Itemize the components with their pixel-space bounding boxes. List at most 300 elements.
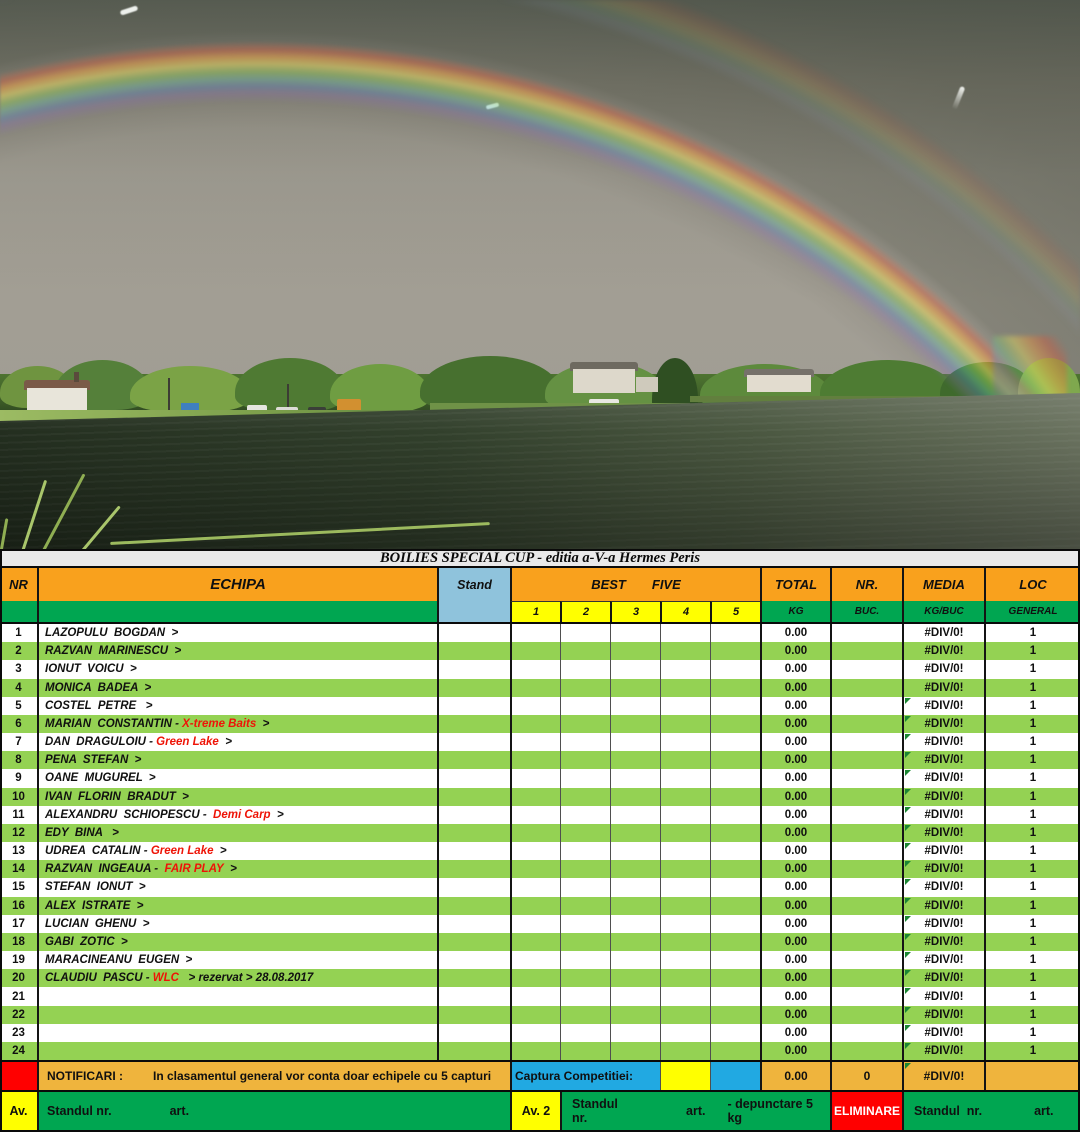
- table-row: [0, 769, 1080, 787]
- best-cell: [660, 951, 710, 969]
- media-cell: #DIV/0!: [902, 715, 984, 733]
- captura-blue-cell: [710, 1062, 760, 1090]
- best-cell: [660, 1006, 710, 1024]
- best-cell: [560, 788, 610, 806]
- media-cell: #DIV/0!: [902, 878, 984, 896]
- team-name: LAZOPULU BOGDAN >: [45, 627, 179, 640]
- art3-label: art.: [1034, 1104, 1054, 1118]
- buc-cell: [830, 751, 902, 769]
- total-cell: 0.00: [760, 933, 830, 951]
- loc-cell: 1: [984, 969, 1080, 987]
- page-title: BOILIES SPECIAL CUP - editia a-V-a Hermes Peris: [0, 549, 1080, 568]
- best-cell: [510, 769, 560, 787]
- best-cell: [710, 733, 760, 751]
- buc-cell: [830, 624, 902, 642]
- best-cell: [660, 897, 710, 915]
- stand-cell: [437, 769, 510, 787]
- best-cell: [610, 733, 660, 751]
- stand-cell: [437, 697, 510, 715]
- total-cell: 0.00: [760, 751, 830, 769]
- row-nr: 24: [12, 1045, 25, 1058]
- best-cell: [710, 933, 760, 951]
- av1-cell: Av.: [0, 1092, 37, 1130]
- best-cell: [610, 842, 660, 860]
- media-cell: #DIV/0!: [902, 788, 984, 806]
- best-cell: [560, 842, 610, 860]
- buc-cell: [830, 660, 902, 678]
- team-cell: [37, 987, 437, 1005]
- total-cell: 0.00: [760, 697, 830, 715]
- loc-cell: 1: [984, 697, 1080, 715]
- best-cell: [560, 897, 610, 915]
- header-kg: KG: [760, 601, 830, 622]
- team-name: MARACINEANU EUGEN >: [45, 954, 193, 967]
- error-triangle: [905, 916, 911, 922]
- table-row: [0, 842, 1080, 860]
- best-cell: [560, 824, 610, 842]
- stand-cell: [437, 660, 510, 678]
- notificari-cell: [37, 1062, 510, 1090]
- best-cell: [610, 642, 660, 660]
- best-cell: [560, 769, 610, 787]
- table-row: [0, 969, 1080, 987]
- error-triangle: [905, 898, 911, 904]
- best-cell: [510, 660, 560, 678]
- media-cell: #DIV/0!: [902, 679, 984, 697]
- best-cell: [560, 806, 610, 824]
- row-nr: 3: [15, 663, 22, 676]
- table-row: [0, 679, 1080, 697]
- buc-cell: [830, 933, 902, 951]
- buc-cell: [830, 878, 902, 896]
- team-name-suffix: >: [256, 717, 270, 730]
- team-name-suffix: >: [270, 808, 284, 821]
- stand-cell: [437, 788, 510, 806]
- loc-cell: 1: [984, 769, 1080, 787]
- team-cell: [37, 1006, 437, 1024]
- error-triangle: [905, 988, 911, 994]
- team-cell: [37, 842, 437, 860]
- best-cell: [660, 860, 710, 878]
- buc-cell: [830, 697, 902, 715]
- best-cell: [660, 624, 710, 642]
- best-cell: [610, 624, 660, 642]
- table-row: [0, 897, 1080, 915]
- team-cell: [37, 969, 437, 987]
- total-cell: 0.00: [760, 824, 830, 842]
- best-cell: [510, 788, 560, 806]
- stand2-label: Standul nr.: [572, 1097, 618, 1125]
- table-row: [0, 660, 1080, 678]
- stand-cell: [437, 933, 510, 951]
- best-cell: [510, 878, 560, 896]
- best-cell: [560, 915, 610, 933]
- row-nr: 7: [15, 736, 22, 749]
- error-triangle: [905, 879, 911, 885]
- loc-cell: 1: [984, 915, 1080, 933]
- stand-cell: [437, 642, 510, 660]
- best-cell: [610, 679, 660, 697]
- row-nr: 9: [15, 772, 22, 785]
- best-cell: [560, 733, 610, 751]
- best-cell: [660, 842, 710, 860]
- best-cell: [560, 642, 610, 660]
- table-row: [0, 806, 1080, 824]
- total-cell: 0.00: [760, 1024, 830, 1042]
- team-cell: [37, 715, 437, 733]
- best-cell: [710, 915, 760, 933]
- captura-label-cell: Captura Competitiei:: [510, 1062, 660, 1090]
- best-cell: [710, 751, 760, 769]
- best-cell: [660, 733, 710, 751]
- table-row: [0, 951, 1080, 969]
- best-cell: [610, 788, 660, 806]
- best-cell: [660, 788, 710, 806]
- loc-cell: 1: [984, 933, 1080, 951]
- best-cell: [610, 715, 660, 733]
- buc-cell: [830, 951, 902, 969]
- row-nr: 8: [15, 754, 22, 767]
- stand1-label: Standul nr.: [47, 1104, 112, 1118]
- best-cell: [660, 969, 710, 987]
- error-triangle: [905, 1007, 911, 1013]
- error-triangle: [905, 734, 911, 740]
- footer-right-cell: [902, 1092, 1080, 1130]
- error-triangle: [905, 752, 911, 758]
- table-row: [0, 733, 1080, 751]
- best-cell: [610, 1006, 660, 1024]
- loc-cell: 1: [984, 1024, 1080, 1042]
- buc-cell: [830, 679, 902, 697]
- total-cell: 0.00: [760, 951, 830, 969]
- media-cell: #DIV/0!: [902, 733, 984, 751]
- stand-cell: [437, 1024, 510, 1042]
- best-cell: [660, 987, 710, 1005]
- total-cell: 0.00: [760, 715, 830, 733]
- stand-cell: [437, 951, 510, 969]
- best-cell: [560, 951, 610, 969]
- rainbow-lake-photo: [0, 0, 1080, 549]
- best-cell: [710, 624, 760, 642]
- loc-cell: 1: [984, 824, 1080, 842]
- stand-cell: [437, 715, 510, 733]
- best-cell: [660, 1042, 710, 1060]
- total-cell: 0.00: [760, 806, 830, 824]
- team-name: RAZVAN INGEAUA -: [45, 863, 165, 876]
- header-best-5: 5: [710, 601, 760, 622]
- loc-cell: 1: [984, 1042, 1080, 1060]
- media-cell: #DIV/0!: [902, 751, 984, 769]
- footer-mid-cell: [560, 1092, 830, 1130]
- team-name-suffix: >: [223, 863, 237, 876]
- team-cell: [37, 897, 437, 915]
- team-cell: [37, 679, 437, 697]
- header2-nr-blank: [0, 601, 37, 622]
- table-row: [0, 788, 1080, 806]
- best-cell: [560, 878, 610, 896]
- table-row: [0, 824, 1080, 842]
- best-cell: [660, 915, 710, 933]
- team-cell: [37, 642, 437, 660]
- best-cell: [560, 660, 610, 678]
- best-cell: [510, 951, 560, 969]
- media-cell: #DIV/0!: [902, 933, 984, 951]
- best-cell: [510, 842, 560, 860]
- header-nr: NR: [0, 568, 37, 601]
- team-name: COSTEL PETRE >: [45, 699, 153, 712]
- row-nr: 14: [12, 863, 25, 876]
- best-cell: [610, 806, 660, 824]
- best-cell: [660, 878, 710, 896]
- footer-left-cell: [37, 1092, 510, 1130]
- header-buc: BUC.: [830, 601, 902, 622]
- loc-cell: 1: [984, 715, 1080, 733]
- art1-label: art.: [169, 1104, 190, 1118]
- buc-cell: [830, 788, 902, 806]
- team-cell: [37, 733, 437, 751]
- art2-label: art.: [686, 1104, 706, 1118]
- team-cell: [37, 951, 437, 969]
- team-cell: [37, 860, 437, 878]
- row-nr: 12: [12, 826, 25, 839]
- row-nr: 6: [15, 717, 22, 730]
- best-cell: [610, 878, 660, 896]
- best-cell: [710, 679, 760, 697]
- table-row: [0, 1006, 1080, 1024]
- stand-cell: [437, 860, 510, 878]
- best-cell: [510, 1042, 560, 1060]
- team-cell: [37, 660, 437, 678]
- team-name: ALEX ISTRATE >: [45, 899, 144, 912]
- total-cell: 0.00: [760, 1042, 830, 1060]
- header-loc: LOC: [984, 568, 1080, 601]
- best-cell: [560, 715, 610, 733]
- row-nr: 2: [15, 645, 22, 658]
- buc-cell: [830, 842, 902, 860]
- captura-loc-cell: [984, 1062, 1080, 1090]
- header-best-word: BEST: [591, 577, 626, 592]
- table-row: [0, 933, 1080, 951]
- buc-cell: [830, 915, 902, 933]
- buc-cell: [830, 1024, 902, 1042]
- error-triangle: [905, 1043, 911, 1049]
- buc-cell: [830, 1006, 902, 1024]
- table-row: [0, 878, 1080, 896]
- team-sponsor: X-treme Baits: [182, 717, 257, 730]
- best-cell: [710, 878, 760, 896]
- stand3-label: Standul nr.: [914, 1104, 983, 1118]
- best-cell: [560, 697, 610, 715]
- loc-cell: 1: [984, 842, 1080, 860]
- standings-rows: [0, 624, 1080, 1060]
- buc-cell: [830, 806, 902, 824]
- best-cell: [610, 1042, 660, 1060]
- captura-total-cell: 0.00: [760, 1062, 830, 1090]
- best-cell: [610, 951, 660, 969]
- best-cell: [560, 1024, 610, 1042]
- buc-cell: [830, 715, 902, 733]
- best-cell: [510, 897, 560, 915]
- error-triangle: [905, 952, 911, 958]
- stand-cell: [437, 969, 510, 987]
- stand-cell: [437, 733, 510, 751]
- best-cell: [510, 806, 560, 824]
- team-cell: [37, 806, 437, 824]
- best-cell: [510, 969, 560, 987]
- media-cell: #DIV/0!: [902, 824, 984, 842]
- loc-cell: 1: [984, 788, 1080, 806]
- buc-cell: [830, 1042, 902, 1060]
- loc-cell: 1: [984, 878, 1080, 896]
- eliminare-cell: ELIMINARE: [830, 1092, 902, 1130]
- best-cell: [610, 897, 660, 915]
- team-cell: [37, 824, 437, 842]
- team-name: UDREA CATALIN -: [45, 845, 151, 858]
- best-cell: [710, 987, 760, 1005]
- loc-cell: 1: [984, 1006, 1080, 1024]
- buc-cell: [830, 733, 902, 751]
- best-cell: [710, 697, 760, 715]
- buc-cell: [830, 969, 902, 987]
- media-cell: #DIV/0!: [902, 969, 984, 987]
- best-cell: [610, 824, 660, 842]
- loc-cell: 1: [984, 733, 1080, 751]
- team-cell: [37, 769, 437, 787]
- media-cell: #DIV/0!: [902, 769, 984, 787]
- captura-media-cell: #DIV/0!: [902, 1062, 984, 1090]
- team-name: EDY BINA >: [45, 826, 119, 839]
- best-cell: [510, 751, 560, 769]
- best-cell: [660, 697, 710, 715]
- best-cell: [710, 806, 760, 824]
- stand-cell: [437, 1042, 510, 1060]
- av2-cell: Av. 2: [510, 1092, 560, 1130]
- best-cell: [610, 769, 660, 787]
- team-name-suffix: > rezervat > 28.08.2017: [178, 972, 314, 985]
- media-cell: #DIV/0!: [902, 660, 984, 678]
- loc-cell: 1: [984, 660, 1080, 678]
- table-row: [0, 860, 1080, 878]
- media-cell: #DIV/0!: [902, 697, 984, 715]
- team-name: IONUT VOICU >: [45, 663, 137, 676]
- row-nr: 20: [12, 972, 25, 985]
- loc-cell: 1: [984, 751, 1080, 769]
- footer-row: [0, 1092, 1080, 1132]
- table-row: [0, 697, 1080, 715]
- media-cell: #DIV/0!: [902, 951, 984, 969]
- media-cell: #DIV/0!: [902, 1042, 984, 1060]
- best-cell: [510, 642, 560, 660]
- header-general: GENERAL: [984, 601, 1080, 622]
- best-cell: [560, 679, 610, 697]
- row-nr: 13: [12, 845, 25, 858]
- media-cell: #DIV/0!: [902, 842, 984, 860]
- header-five-word: FIVE: [651, 577, 681, 592]
- media-cell: #DIV/0!: [902, 806, 984, 824]
- buc-cell: [830, 824, 902, 842]
- stand-cell: [437, 878, 510, 896]
- table-header-row-2: [0, 601, 1080, 624]
- header-media: MEDIA: [902, 568, 984, 601]
- total-cell: 0.00: [760, 733, 830, 751]
- team-sponsor: Demi Carp: [213, 808, 271, 821]
- team-cell: [37, 1024, 437, 1042]
- loc-cell: 1: [984, 642, 1080, 660]
- row-nr: 22: [12, 1008, 25, 1021]
- best-cell: [560, 624, 610, 642]
- error-triangle: [905, 843, 911, 849]
- row-nr: 19: [12, 954, 25, 967]
- best-cell: [510, 1006, 560, 1024]
- best-cell: [610, 1024, 660, 1042]
- header-best-4: 4: [660, 601, 710, 622]
- team-name-suffix: >: [218, 736, 232, 749]
- best-cell: [710, 660, 760, 678]
- total-cell: 0.00: [760, 769, 830, 787]
- header-stand: Stand: [437, 568, 510, 601]
- stand-cell: [437, 751, 510, 769]
- best-cell: [510, 987, 560, 1005]
- best-cell: [510, 697, 560, 715]
- best-cell: [710, 1006, 760, 1024]
- loc-cell: 1: [984, 897, 1080, 915]
- media-cell: #DIV/0!: [902, 1006, 984, 1024]
- error-triangle: [905, 807, 911, 813]
- header-total: TOTAL: [760, 568, 830, 601]
- team-name: MARIAN CONSTANTIN -: [45, 717, 183, 730]
- best-cell: [710, 951, 760, 969]
- team-cell: [37, 915, 437, 933]
- team-name: GABI ZOTIC >: [45, 936, 128, 948]
- total-cell: 0.00: [760, 1006, 830, 1024]
- row-nr: 5: [15, 699, 22, 712]
- total-cell: 0.00: [760, 642, 830, 660]
- total-cell: 0.00: [760, 897, 830, 915]
- team-name: DAN DRAGULOIU -: [45, 736, 157, 749]
- best-cell: [710, 842, 760, 860]
- best-cell: [660, 1024, 710, 1042]
- stand-cell: [437, 679, 510, 697]
- media-cell: #DIV/0!: [902, 624, 984, 642]
- best-cell: [610, 860, 660, 878]
- captura-yellow-cell: [660, 1062, 710, 1090]
- team-name: ALEXANDRU SCHIOPESCU -: [45, 808, 214, 821]
- loc-cell: 1: [984, 679, 1080, 697]
- error-triangle: [905, 861, 911, 867]
- table-row: [0, 751, 1080, 769]
- best-cell: [610, 987, 660, 1005]
- best-cell: [510, 915, 560, 933]
- loc-cell: 1: [984, 860, 1080, 878]
- loc-cell: 1: [984, 624, 1080, 642]
- best-cell: [560, 933, 610, 951]
- best-cell: [560, 1042, 610, 1060]
- loc-cell: 1: [984, 951, 1080, 969]
- media-cell: #DIV/0!: [902, 860, 984, 878]
- buc-cell: [830, 769, 902, 787]
- row-nr: 11: [12, 808, 25, 821]
- best-cell: [660, 824, 710, 842]
- best-cell: [510, 824, 560, 842]
- team-cell: [37, 878, 437, 896]
- stand-cell: [437, 987, 510, 1005]
- notificari-label: NOTIFICARI :: [47, 1069, 123, 1083]
- total-cell: 0.00: [760, 842, 830, 860]
- best-cell: [660, 679, 710, 697]
- media-cell: #DIV/0!: [902, 915, 984, 933]
- team-sponsor: WLC: [152, 972, 179, 985]
- error-triangle: [905, 934, 911, 940]
